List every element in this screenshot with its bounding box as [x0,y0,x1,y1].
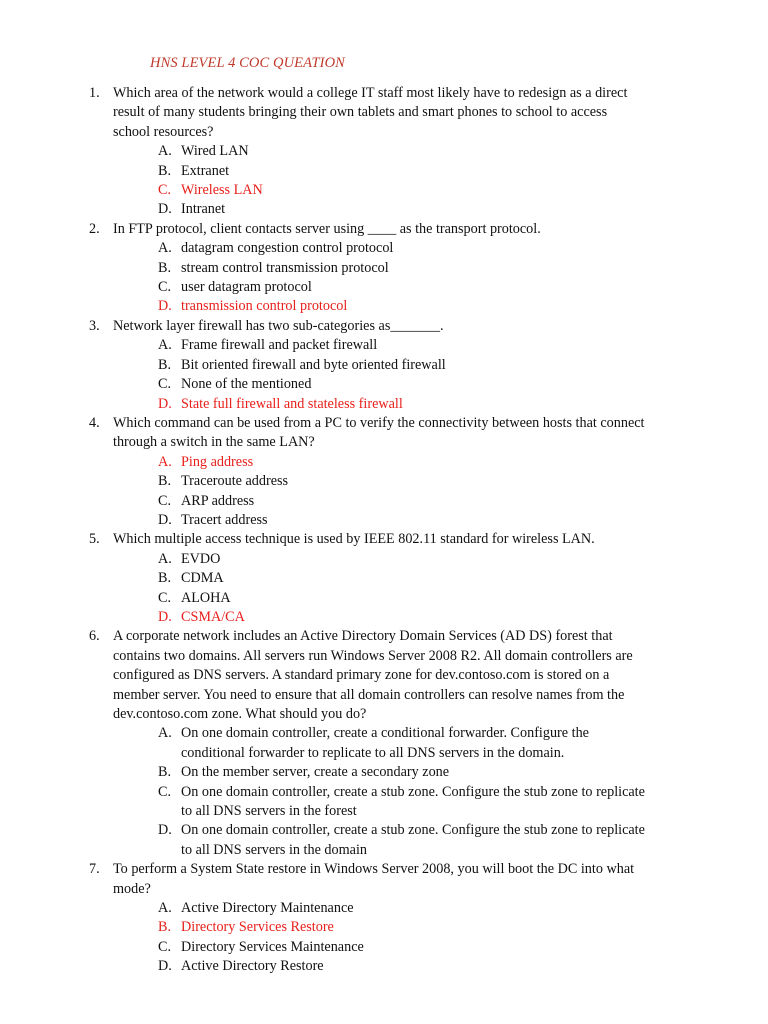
option-letter: B. [158,356,172,373]
option-list [0,336,768,414]
option-text-line: to all DNS servers in the domain [181,841,367,858]
option-text [181,453,681,472]
question-text [113,530,673,549]
option-letter: D. [158,298,172,315]
answer-option [0,278,768,297]
option-text-line: CSMA/CA [181,608,245,625]
question-text [113,860,673,899]
question-number: 3. [89,317,100,334]
option-letter: B. [158,919,172,936]
option-text [181,763,681,782]
question-text-line: Which multiple access technique is used by IEEE 802.11 standard for wireless LAN. [113,531,595,548]
option-text [181,589,681,608]
option-letter: C. [158,783,172,800]
question-text-line: Which area of the network would a college IT staff most likely have to redesign as a direct [113,85,628,101]
option-text-line: Traceroute address [181,473,289,490]
option-text-line: Frame firewall and packet firewall [181,337,378,354]
option-text-line: Directory Services Restore [181,919,334,936]
option-text-line: ALOHA [181,589,231,606]
question-number: 7. [89,861,100,878]
option-text [181,278,681,297]
answer-option [0,472,768,491]
option-text [181,957,681,976]
option-text-line: Bit oriented firewall and byte oriented firewall [181,356,446,373]
option-text [181,356,681,375]
option-text-line: On one domain controller, create a conditional forwarder. Configure the [181,725,589,742]
answer-option [0,763,768,782]
question-item [0,414,768,530]
option-letter: B. [158,570,172,587]
answer-option [0,589,768,608]
option-letter: C. [158,376,172,393]
option-text [181,569,681,588]
option-text [181,821,681,860]
option-text-line: EVDO [181,550,221,567]
answer-option [0,938,768,957]
option-text [181,472,681,491]
answer-option [0,356,768,375]
option-letter: C. [158,589,172,606]
option-letter: D. [158,822,172,839]
option-text-line: Active Directory Maintenance [181,900,354,917]
option-list [0,899,768,977]
option-letter: C. [158,492,172,509]
document-title: HNS LEVEL 4 COC QUEATION [150,55,345,71]
question-text-line: Network layer firewall has two sub-categories as_______. [113,317,444,334]
option-letter: B. [158,162,172,179]
option-text-line: Directory Services Maintenance [181,938,364,955]
option-list [0,142,768,220]
option-text-line: On one domain controller, create a stub zone. Configure the stub zone to replicate [181,783,645,800]
option-text [181,162,681,181]
answer-option [0,375,768,394]
answer-option [0,783,768,822]
question-text-line: result of many students bringing their own tablets and smart phones to school to access [113,104,608,121]
option-text [181,375,681,394]
option-letter: D. [158,201,172,218]
option-letter: A. [158,900,172,917]
option-text [181,239,681,258]
option-text [181,724,681,763]
question-text-line: In FTP protocol, client contacts server using ____ as the transport protocol. [113,220,541,237]
question-item [0,627,768,860]
option-text [181,918,681,937]
option-text [181,297,681,316]
answer-option-correct [0,395,768,414]
option-letter: A. [158,725,172,742]
option-text [181,511,681,530]
answer-option [0,200,768,219]
option-text-line: user datagram protocol [181,279,312,296]
question-text-line: dev.contoso.com zone. What should you do? [113,706,367,722]
question-text [113,220,673,239]
answer-option [0,239,768,258]
option-text-line: Tracert address [181,511,268,528]
question-item [0,530,768,627]
option-list [0,453,768,531]
option-text-line: stream control transmission protocol [181,259,389,276]
answer-option-correct [0,918,768,937]
option-text-line: State full firewall and stateless firewall [181,395,403,412]
option-letter: D. [158,395,172,412]
option-letter: D. [158,511,172,528]
answer-option-correct [0,297,768,316]
answer-option [0,899,768,918]
question-text [113,414,673,453]
option-text-line: Active Directory Restore [181,958,324,975]
question-text-line: A corporate network includes an Active Directory Domain Services (AD DS) forest that [113,628,613,645]
question-text-line: through a switch in the same LAN? [113,434,315,451]
option-text-line: ARP address [181,492,255,509]
option-text-line: transmission control protocol [181,298,348,315]
option-letter: D. [158,958,172,975]
option-letter: A. [158,143,172,160]
option-text [181,938,681,957]
option-text [181,142,681,161]
question-text-line: Which command can be used from a PC to verify the connectivity between hosts that connect [113,414,645,431]
option-letter: D. [158,608,172,625]
answer-option-correct [0,608,768,627]
answer-option [0,550,768,569]
option-text-line: On the member server, create a secondary zone [181,764,450,781]
question-item [0,860,768,976]
question-text-line: contains two domains. All servers run Windows Server 2008 R2. All domain controllers are [113,647,633,664]
answer-option-correct [0,453,768,472]
answer-option [0,821,768,860]
question-item [0,84,768,220]
question-list [0,84,768,977]
option-letter: C. [158,938,172,955]
question-item [0,317,768,414]
option-text-line: None of the mentioned [181,376,312,393]
question-text-line: member server. You need to ensure that all domain controllers can resolve names from the [113,686,625,703]
question-text-line: mode? [113,880,151,897]
option-text [181,259,681,278]
option-letter: B. [158,473,172,490]
question-item [0,220,768,317]
answer-option [0,336,768,355]
answer-option [0,259,768,278]
option-list [0,239,768,317]
option-text-line: Intranet [181,201,226,218]
answer-option [0,162,768,181]
option-text-line: to all DNS servers in the forest [181,803,357,820]
question-number: 2. [89,220,100,237]
option-text-line: On one domain controller, create a stub zone. Configure the stub zone to replicate [181,822,645,839]
answer-option [0,569,768,588]
option-text-line: Ping address [181,453,254,470]
option-letter: B. [158,259,172,276]
option-text [181,181,681,200]
option-text [181,608,681,627]
answer-option [0,511,768,530]
option-letter: A. [158,337,172,354]
question-number: 5. [89,531,100,548]
option-text-line: conditional forwarder to replicate to all DNS servers in the domain. [181,744,565,761]
option-text [181,550,681,569]
option-letter: C. [158,279,172,296]
option-list [0,550,768,628]
option-text-line: CDMA [181,570,224,587]
option-text [181,492,681,511]
option-letter: C. [158,182,172,199]
option-text [181,200,681,219]
question-text-line: To perform a System State restore in Windows Server 2008, you will boot the DC into what [113,861,635,878]
option-text [181,899,681,918]
option-text [181,395,681,414]
answer-option [0,142,768,161]
option-letter: A. [158,453,172,470]
option-text-line: datagram congestion control protocol [181,240,394,257]
option-text [181,783,681,822]
question-text-line: school resources? [113,123,214,140]
option-letter: A. [158,240,172,257]
question-number: 6. [89,628,100,645]
option-letter: A. [158,550,172,567]
answer-option-correct [0,181,768,200]
option-text [181,336,681,355]
question-number: 4. [89,414,100,431]
answer-option [0,957,768,976]
answer-option [0,492,768,511]
question-text [113,317,673,336]
option-text-line: Extranet [181,162,230,179]
question-text [113,84,673,142]
question-number: 1. [89,85,100,101]
question-text-line: configured as DNS servers. A standard primary zone for dev.contoso.com is stored on a [113,667,610,684]
option-text-line: Wired LAN [181,143,249,160]
option-text-line: Wireless LAN [181,182,263,199]
question-text [113,627,673,724]
option-list [0,724,768,860]
option-letter: B. [158,764,172,781]
answer-option [0,724,768,763]
